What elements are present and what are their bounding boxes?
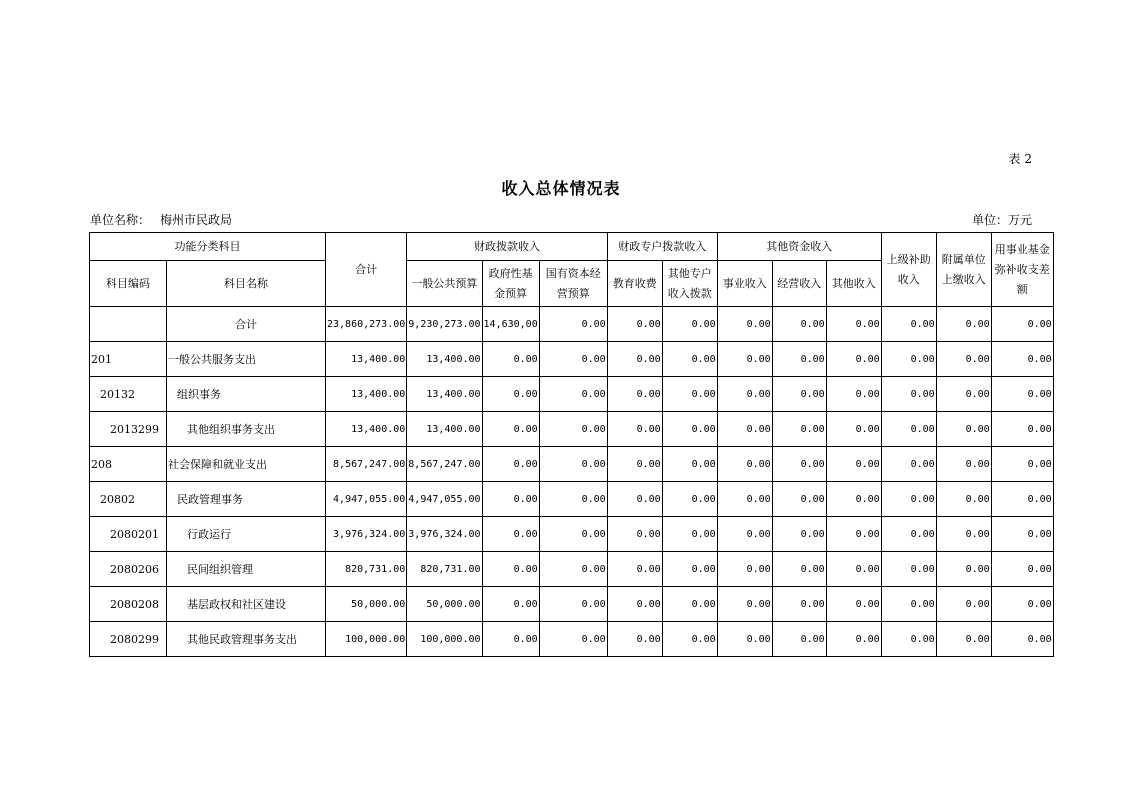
row-value: 0.00 [482,552,539,587]
row-value: 0.00 [826,342,881,377]
row-value: 0.00 [991,377,1053,412]
unit-name-line [90,211,232,228]
header-general-budget: 一般公共预算 [407,261,482,307]
row-name: 民间组织管理 [167,552,326,587]
row-value: 0.00 [772,377,826,412]
row-value: 0.00 [482,377,539,412]
row-value: 50,000.00 [407,587,482,622]
row-value: 0.00 [991,517,1053,552]
header-fiscal: 财政拨款收入 [407,233,607,261]
row-value: 0.00 [936,587,991,622]
row-value: 0.00 [936,552,991,587]
row-value: 0.00 [936,482,991,517]
row-value: 0.00 [717,622,772,657]
row-value: 0.00 [881,447,936,482]
row-value: 4,947,055.00 [326,482,407,517]
row-value: 820,731.00 [326,552,407,587]
table-row [90,587,1054,622]
row-code: 2080299 [90,622,167,657]
row-value: 0.00 [482,587,539,622]
row-name: 其他民政管理事务支出 [167,622,326,657]
table-row [90,342,1054,377]
row-value: 0.00 [772,482,826,517]
row-value: 0.00 [607,412,662,447]
row-value: 3,976,324.00 [326,517,407,552]
row-value: 0.00 [991,552,1053,587]
row-code [90,307,167,342]
row-value: 0.00 [539,552,607,587]
row-value: 0.00 [539,377,607,412]
row-value: 0.00 [607,622,662,657]
row-value: 0.00 [826,517,881,552]
row-value: 0.00 [881,552,936,587]
table-number: 表 2 [1008,152,1032,166]
row-value: 13,400.00 [407,377,482,412]
row-value: 3,976,324.00 [407,517,482,552]
row-value: 0.00 [539,447,607,482]
row-value: 0.00 [607,587,662,622]
row-code: 2080206 [90,552,167,587]
row-value: 100,000.00 [326,622,407,657]
page-title: 收入总体情况表 [501,179,621,198]
row-value: 0.00 [936,447,991,482]
row-value: 0.00 [881,482,936,517]
row-value: 0.00 [936,412,991,447]
row-value: 0.00 [482,622,539,657]
row-value: 0.00 [881,517,936,552]
row-value: 0.00 [662,517,717,552]
row-value: 0.00 [991,412,1053,447]
row-name: 一般公共服务支出 [167,342,326,377]
row-value: 50,000.00 [326,587,407,622]
row-value: 0.00 [936,307,991,342]
row-value: 0.00 [826,552,881,587]
row-value: 0.00 [539,342,607,377]
row-value: 0.00 [662,342,717,377]
header-code: 科目编码 [90,261,167,307]
row-value: 0.00 [662,377,717,412]
row-value: 0.00 [991,307,1053,342]
row-code: 201 [90,342,167,377]
row-value: 9,230,273.00 [407,307,482,342]
row-value: 0.00 [991,447,1053,482]
row-value: 0.00 [717,587,772,622]
row-value: 0.00 [772,412,826,447]
row-value: 0.00 [662,447,717,482]
row-value: 13,400.00 [326,377,407,412]
row-name: 基层政权和社区建设 [167,587,326,622]
row-value: 0.00 [881,377,936,412]
row-value: 0.00 [717,447,772,482]
row-value: 13,400.00 [407,412,482,447]
row-value: 0.00 [826,412,881,447]
row-value: 0.00 [717,307,772,342]
row-value: 8,567,247.00 [326,447,407,482]
row-value: 0.00 [607,342,662,377]
row-code: 2080208 [90,587,167,622]
row-value: 0.00 [539,412,607,447]
row-value: 0.00 [607,377,662,412]
row-value: 0.00 [662,482,717,517]
row-value: 0.00 [607,552,662,587]
row-code: 20132 [90,377,167,412]
table-row [90,307,1054,342]
row-value: 0.00 [717,412,772,447]
row-value: 13,400.00 [407,342,482,377]
table-row [90,412,1054,447]
row-value: 0.00 [991,622,1053,657]
row-value: 820,731.00 [407,552,482,587]
header-other-special: 其他专户收入拨款 [662,261,717,307]
row-value: 0.00 [936,517,991,552]
header-func-class: 功能分类科目 [90,233,326,261]
header-edu-fee: 教育收费 [607,261,662,307]
row-value: 0.00 [662,307,717,342]
table-row [90,517,1054,552]
row-value: 13,400.00 [326,342,407,377]
row-value: 0.00 [772,622,826,657]
header-fund-balance: 用事业基金弥补收支差额 [991,233,1053,307]
header-gov-fund: 政府性基金预算 [482,261,539,307]
header-total: 合计 [326,233,407,307]
row-value: 0.00 [881,587,936,622]
row-value: 0.00 [936,377,991,412]
row-value: 0.00 [826,447,881,482]
header-operating: 经营收入 [772,261,826,307]
row-value: 0.00 [717,482,772,517]
header-superior-subsidy: 上级补助收入 [881,233,936,307]
row-value: 0.00 [662,552,717,587]
row-value: 0.00 [991,482,1053,517]
row-value: 0.00 [482,412,539,447]
row-value: 0.00 [826,622,881,657]
row-value: 0.00 [936,622,991,657]
row-value: 0.00 [936,342,991,377]
row-value: 0.00 [482,482,539,517]
header-other: 其他收入 [826,261,881,307]
row-value: 0.00 [772,307,826,342]
unit-name-value: 梅州市民政局 [160,213,233,227]
row-name: 民政管理事务 [167,482,326,517]
row-value: 100,000.00 [407,622,482,657]
header-name: 科目名称 [167,261,326,307]
row-value: 0.00 [539,517,607,552]
row-code: 2080201 [90,517,167,552]
row-value: 0.00 [662,622,717,657]
table-row [90,552,1054,587]
row-value: 0.00 [482,342,539,377]
header-state-capital: 国有资本经营预算 [539,261,607,307]
row-value: 0.00 [826,482,881,517]
row-value: 0.00 [826,587,881,622]
row-value: 0.00 [717,552,772,587]
table-row [90,622,1054,657]
row-code: 208 [90,447,167,482]
header-affiliated-payment: 附属单位上缴收入 [936,233,991,307]
row-value: 0.00 [607,447,662,482]
row-value: 0.00 [539,482,607,517]
row-value: 0.00 [607,482,662,517]
row-value: 0.00 [607,517,662,552]
row-value: 0.00 [539,307,607,342]
row-value: 0.00 [991,587,1053,622]
row-name: 其他组织事务支出 [167,412,326,447]
row-value: 8,567,247.00 [407,447,482,482]
header-row-1 [90,233,1054,261]
row-name: 合计 [167,307,326,342]
table-row [90,377,1054,412]
row-name: 组织事务 [167,377,326,412]
row-value: 0.00 [772,342,826,377]
row-value: 0.00 [607,307,662,342]
row-value: 0.00 [539,587,607,622]
row-value: 0.00 [991,342,1053,377]
table-row [90,447,1054,482]
row-value: 13,400.00 [326,412,407,447]
row-value: 0.00 [717,517,772,552]
row-code: 20802 [90,482,167,517]
table-row [90,482,1054,517]
header-other-funds: 其他资金收入 [717,233,881,261]
row-value: 0.00 [881,342,936,377]
row-value: 0.00 [539,622,607,657]
row-value: 0.00 [881,307,936,342]
row-value: 4,947,055.00 [407,482,482,517]
row-code: 2013299 [90,412,167,447]
row-value: 0.00 [772,517,826,552]
row-value: 0.00 [482,517,539,552]
row-value: 0.00 [772,447,826,482]
currency-unit: 单位：万元 [971,213,1032,227]
row-value: 0.00 [826,307,881,342]
row-value: 23,860,273.00 [326,307,407,342]
row-value: 0.00 [772,552,826,587]
row-value: 0.00 [662,412,717,447]
row-name: 社会保障和就业支出 [167,447,326,482]
row-value: 0.00 [881,622,936,657]
income-summary-table [89,232,1054,657]
row-value: 0.00 [826,377,881,412]
header-fiscal-special: 财政专户拨款收入 [607,233,717,261]
row-value: 0.00 [772,587,826,622]
row-value: 0.00 [881,412,936,447]
row-value: 0.00 [662,587,717,622]
row-value: 0.00 [482,447,539,482]
row-name: 行政运行 [167,517,326,552]
header-business: 事业收入 [717,261,772,307]
unit-name-label: 单位名称： [90,213,151,227]
row-value: 14,630,00 [482,307,539,342]
row-value: 0.00 [717,377,772,412]
row-value: 0.00 [717,342,772,377]
